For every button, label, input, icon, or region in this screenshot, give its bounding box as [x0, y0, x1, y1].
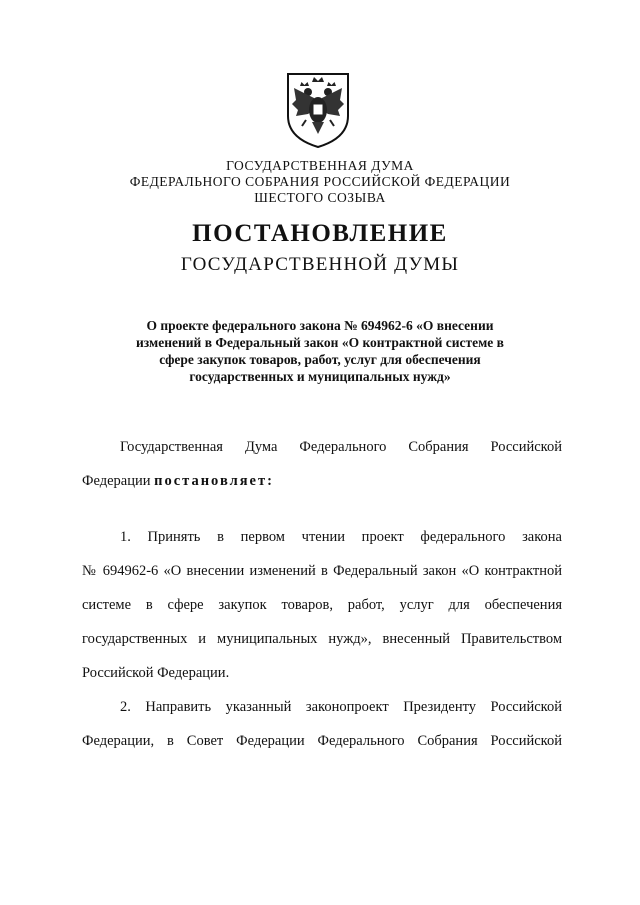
decree-verb: постановляет: [154, 473, 274, 489]
item-1-line: № 694962-6 «О внесении изменений в Федеральный закон «О контрактной [82, 563, 562, 579]
item-1-line: государственных и муниципальных нужд», внесенный Правительством [82, 631, 562, 647]
resolution-subject [110, 317, 530, 385]
document-subtitle: ГОСУДАРСТВЕННОЙ ДУМЫ [180, 254, 460, 275]
item-2-line: 2. Направить указанный законопроект Президенту Российской [120, 699, 562, 715]
item-1-paragraph [82, 520, 562, 690]
preamble-paragraph [82, 430, 562, 498]
item-1-line: Российской Федерации. [82, 665, 230, 681]
subject-line: сфере закупок товаров, работ, услуг для обеспечения [159, 352, 481, 367]
item-2-line: Федерации, в Совет Федерации Федерального Собрания Российской [82, 733, 562, 749]
item-1-line: 1. Принять в первом чтении проект федерального закона [120, 529, 562, 545]
header-line-convocation: ШЕСТОГО СОЗЫВА [254, 190, 386, 205]
item-2-paragraph [82, 690, 562, 758]
subject-line: изменений в Федеральный закон «О контрактной системе в [136, 335, 504, 350]
preamble-line [82, 464, 562, 498]
preamble-line: Государственная Дума Федерального Собрания Российской [120, 439, 562, 455]
header-line-federal-assembly: ФЕДЕРАЛЬНОГО СОБРАНИЯ РОССИЙСКОЙ ФЕДЕРАЦИИ [129, 174, 511, 189]
preamble-text: Федерации [82, 473, 155, 489]
subject-line: О проекте федерального закона № 694962-6 «О внесении [146, 318, 494, 333]
header-line-duma: ГОСУДАРСТВЕННАЯ ДУМА [226, 158, 414, 173]
item-1-line: системе в сфере закупок товаров, работ, услуг для обеспечения [82, 597, 562, 613]
coat-of-arms-icon [284, 70, 352, 150]
document-title: ПОСТАНОВЛЕНИЕ [192, 220, 448, 247]
subject-line: государственных и муниципальных нужд» [189, 369, 451, 384]
